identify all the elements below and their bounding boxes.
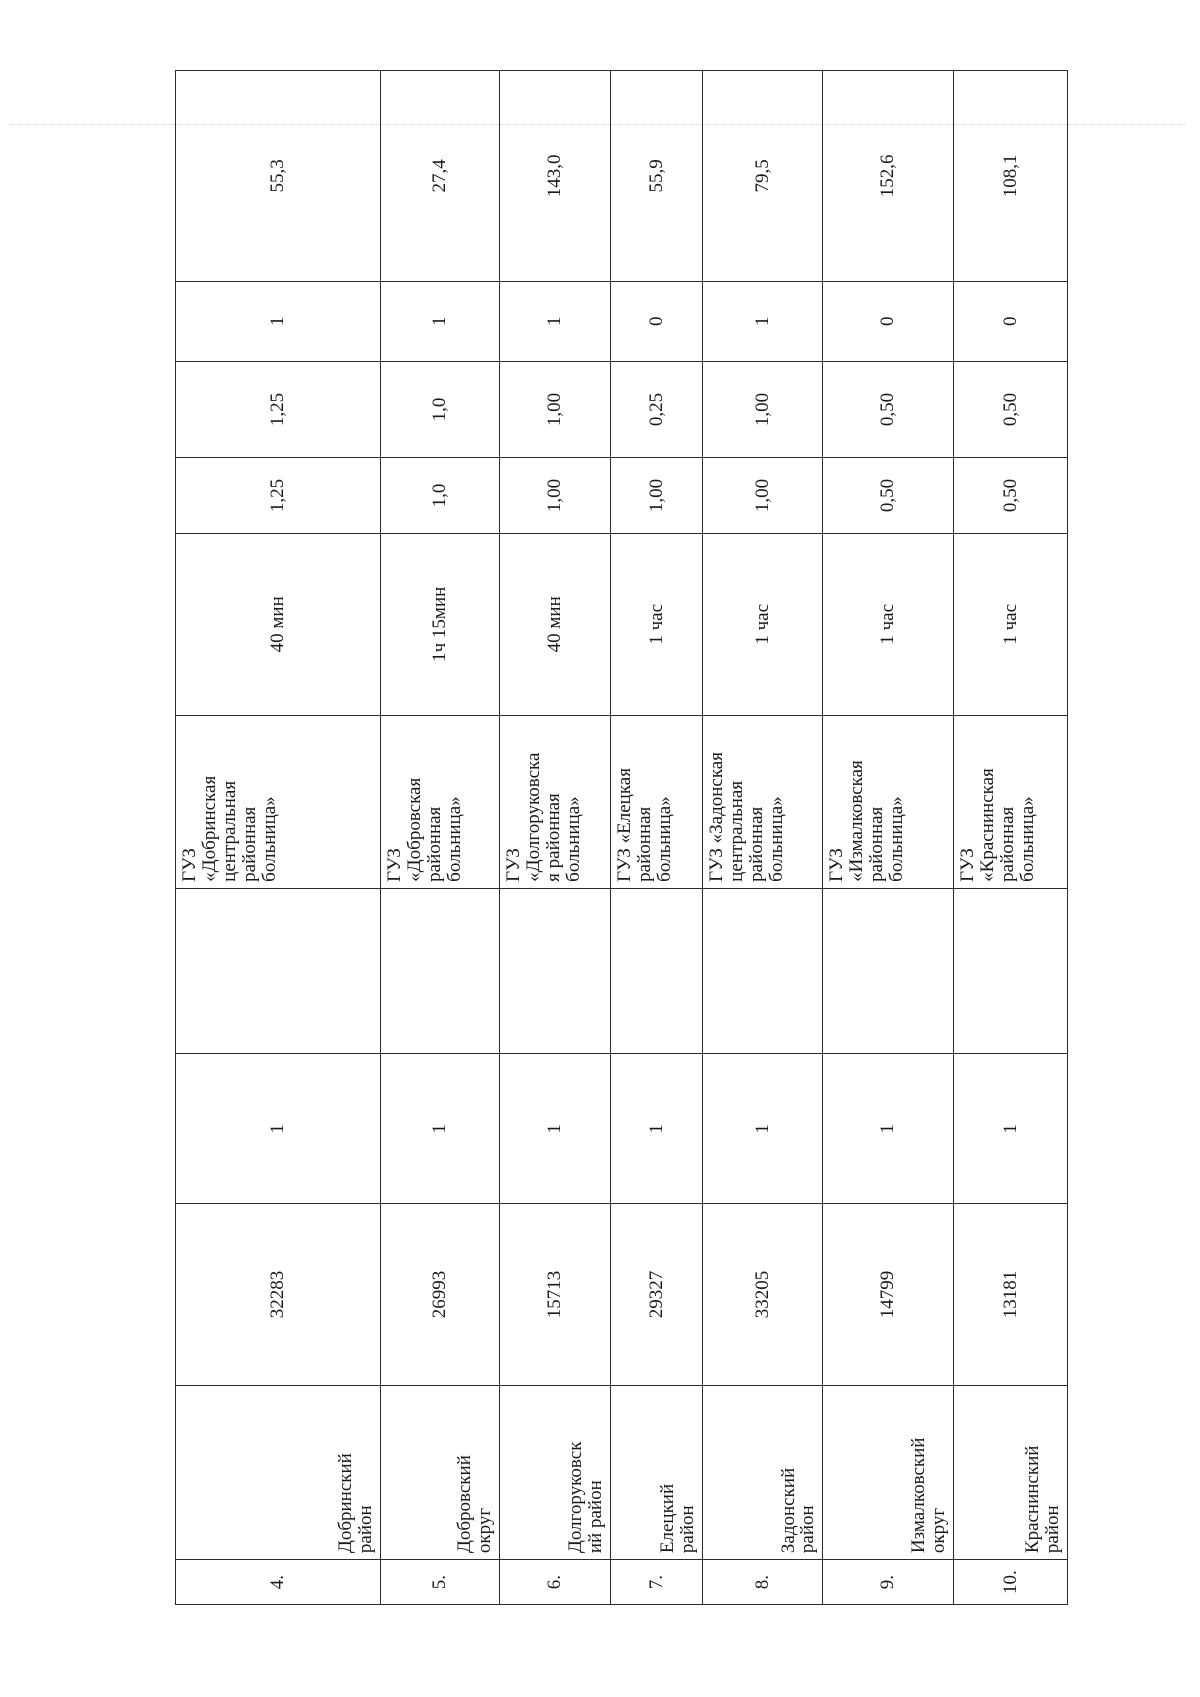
row-number: 4. xyxy=(176,1560,381,1605)
travel-time: 1 час xyxy=(954,533,1068,715)
table-row xyxy=(703,71,823,1605)
population-value: 14799 xyxy=(823,1204,954,1386)
travel-time: 40 мин xyxy=(176,533,381,715)
hospital-name: ГУЗ «Измалковская районная больница» xyxy=(823,715,954,888)
table-body xyxy=(176,71,1068,1605)
value-1: 1,00 xyxy=(703,458,823,534)
travel-time: 40 мин xyxy=(500,533,611,715)
district-name: Измалковский округ xyxy=(823,1385,954,1559)
table-row xyxy=(954,71,1068,1605)
count-value: 1 xyxy=(176,1054,381,1204)
empty-cell xyxy=(610,888,702,1054)
value-1: 1,0 xyxy=(381,458,500,534)
hospital-name: ГУЗ «Краснинская районная больница» xyxy=(954,715,1068,888)
row-number: 7. xyxy=(610,1560,702,1605)
row-number: 6. xyxy=(500,1560,611,1605)
hospital-data-table xyxy=(175,70,1068,1605)
empty-cell xyxy=(176,888,381,1054)
value-2: 1,00 xyxy=(500,361,611,457)
value-3: 0 xyxy=(954,281,1068,361)
empty-cell xyxy=(500,888,611,1054)
travel-time: 1 час xyxy=(703,533,823,715)
value-1: 1,00 xyxy=(500,458,611,534)
population-value: 29327 xyxy=(610,1204,702,1386)
population-value: 13181 xyxy=(954,1204,1068,1386)
travel-time: 1ч 15мин xyxy=(381,533,500,715)
population-value: 32283 xyxy=(176,1204,381,1386)
value-4: 79,5 xyxy=(703,71,823,282)
hospital-name: ГУЗ «Задонская центральная районная больница» xyxy=(703,715,823,888)
table-row xyxy=(610,71,702,1605)
table-row xyxy=(176,71,381,1605)
value-1: 0,50 xyxy=(954,458,1068,534)
value-4: 152,6 xyxy=(823,71,954,282)
row-number: 5. xyxy=(381,1560,500,1605)
rotated-table-container xyxy=(175,70,1068,1605)
value-4: 55,3 xyxy=(176,71,381,282)
hospital-name: ГУЗ «Добринская центральная районная больница» xyxy=(176,715,381,888)
count-value: 1 xyxy=(823,1054,954,1204)
table-row xyxy=(500,71,611,1605)
empty-cell xyxy=(823,888,954,1054)
value-3: 1 xyxy=(381,281,500,361)
row-number: 8. xyxy=(703,1560,823,1605)
district-name: Краснинский район xyxy=(954,1385,1068,1559)
table-row xyxy=(823,71,954,1605)
value-2: 1,25 xyxy=(176,361,381,457)
value-1: 0,50 xyxy=(823,458,954,534)
hospital-name: ГУЗ «Елецкая районная больница» xyxy=(610,715,702,888)
row-number: 9. xyxy=(823,1560,954,1605)
value-2: 0,50 xyxy=(954,361,1068,457)
travel-time: 1 час xyxy=(823,533,954,715)
population-value: 33205 xyxy=(703,1204,823,1386)
value-3: 0 xyxy=(823,281,954,361)
value-4: 27,4 xyxy=(381,71,500,282)
hospital-name: ГУЗ «Добровская районная больница» xyxy=(381,715,500,888)
empty-cell xyxy=(381,888,500,1054)
district-name: Задонский район xyxy=(703,1385,823,1559)
value-4: 55,9 xyxy=(610,71,702,282)
value-3: 1 xyxy=(176,281,381,361)
travel-time: 1 час xyxy=(610,533,702,715)
value-4: 108,1 xyxy=(954,71,1068,282)
count-value: 1 xyxy=(500,1054,611,1204)
value-4: 143,0 xyxy=(500,71,611,282)
value-2: 1,0 xyxy=(381,361,500,457)
district-name: Добринский район xyxy=(176,1385,381,1559)
value-1: 1,25 xyxy=(176,458,381,534)
count-value: 1 xyxy=(954,1054,1068,1204)
count-value: 1 xyxy=(610,1054,702,1204)
district-name: Добровский округ xyxy=(381,1385,500,1559)
hospital-name: ГУЗ «Долгоруковска я районная больница» xyxy=(500,715,611,888)
district-name: Долгоруковск ий район xyxy=(500,1385,611,1559)
value-3: 1 xyxy=(703,281,823,361)
empty-cell xyxy=(703,888,823,1054)
district-name: Елецкий район xyxy=(610,1385,702,1559)
value-3: 1 xyxy=(500,281,611,361)
value-1: 1,00 xyxy=(610,458,702,534)
value-3: 0 xyxy=(610,281,702,361)
table-row xyxy=(381,71,500,1605)
row-number: 10. xyxy=(954,1560,1068,1605)
value-2: 1,00 xyxy=(703,361,823,457)
population-value: 26993 xyxy=(381,1204,500,1386)
value-2: 0,50 xyxy=(823,361,954,457)
value-2: 0,25 xyxy=(610,361,702,457)
count-value: 1 xyxy=(703,1054,823,1204)
count-value: 1 xyxy=(381,1054,500,1204)
empty-cell xyxy=(954,888,1068,1054)
population-value: 15713 xyxy=(500,1204,611,1386)
